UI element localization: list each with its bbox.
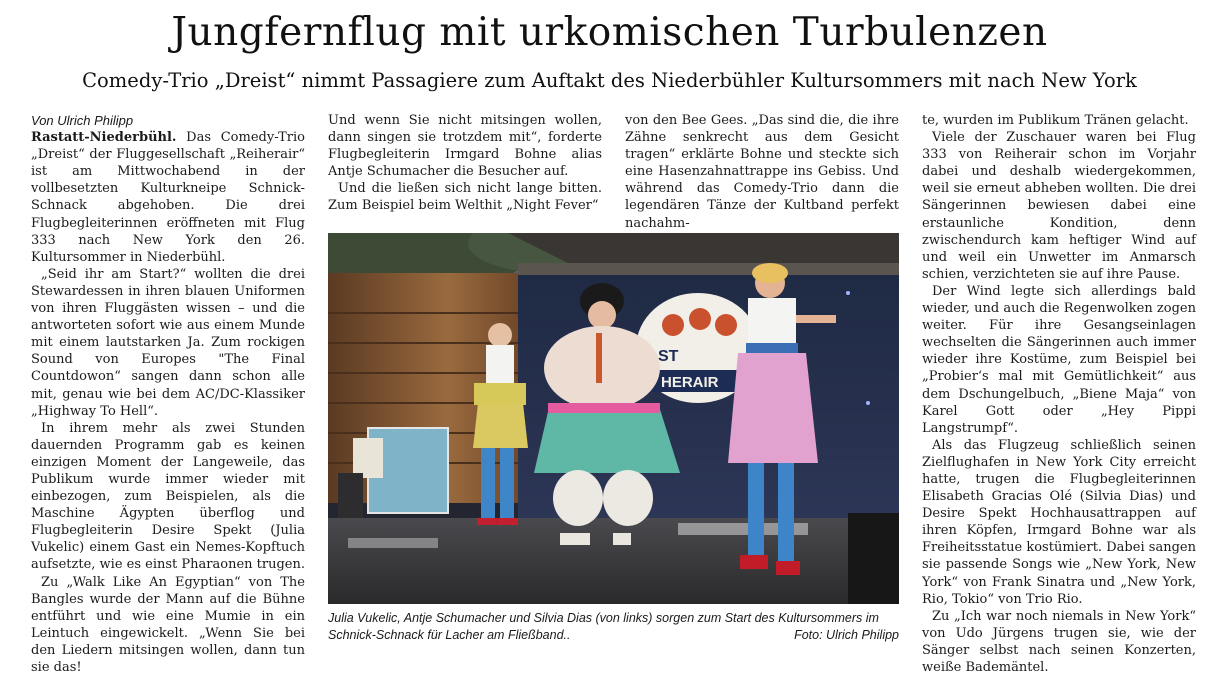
paragraph: In ihrem mehr als zwei Stunden dauernden Programm gab es keinen einzigen Moment der Langeweile, das Publikum wurde immer wieder mit einbezogen, zum Beispielen, als die Maschine Ägypten überflog und Flugbegleiterin Desire Spekt (Julia Vukelic) einem Gast ein Nemes-Kopftuch aufsetzte, wie es einst Pharaonen trugen. — [31, 420, 305, 573]
dateline: Rastatt-Niederbühl. — [31, 130, 177, 146]
article-headline: Jungfernflug mit urkomischen Turbulenzen — [171, 10, 1048, 55]
article-column-2 — [328, 112, 602, 215]
paragraph: „Seid ihr am Start?“ wollten die drei Stewardessen in ihren blauen Uniformen von ihren Fluggästen wissen – und die antworteten sofort wie aus einem Munde mit einem lautstarken Ja. Zum rockigen Sound von Europes "The Final Countdowon“ sangen dann schon alle mit, genau wie bei dem AC/DC-Klassiker „Highway To Hell“. — [31, 266, 305, 419]
article-subheadline: Comedy-Trio „Dreist“ nimmt Passagiere zum Auftakt des Niederbühler Kultursommers mit nach New York — [82, 69, 1137, 92]
stage-photo — [328, 233, 899, 604]
banner-text-1: ST — [658, 348, 679, 365]
author-byline: Von Ulrich Philipp — [31, 113, 134, 128]
stage-photo-illustration — [328, 233, 899, 604]
paragraph: Viele der Zuschauer waren bei Flug 333 von Reiherair schon im Vorjahr dabei und deshalb wiedergekommen, weil sie erneut abheben wollten. Die drei Sängerinnen bewiesen dabei eine erstaunliche Kondition, denn zwischendurch kam heftiger Wind auf und weil ein Unwetter im Anmarsch schien, verzichteten sie auf ihre Pause. — [922, 130, 1196, 282]
paragraph: te, wurden im Publikum Tränen gelacht. — [922, 113, 1189, 128]
article-column-3 — [625, 112, 899, 232]
paragraph: von den Bee Gees. „Das sind die, die ihre Zähne senkrecht aus dem Gesicht tragen“ erklärte Bohne und steckte sich eine Hasenzahnattrappe ins Gebiss. Und während das Comedy-Trio dann die legendären Tänze der Kultband perfekt nachahm- — [625, 113, 899, 231]
paragraph: Der Wind legte sich allerdings bald wieder, und auch die Regenwolken zogen weiter. Für ihre Gesangseinlagen wechselten die Sängerinnen auch immer wieder ihre Kostüme, zum Beispiel bei „Probier‘s mal mit Gemütlichkeit“ aus dem Dschungelbuch, „Biene Maja“ von Karel Gott oder „Hey Pippi Langstrumpf“. — [922, 283, 1196, 436]
banner-text-2: HERAIR — [661, 374, 719, 391]
paragraph: Und die ließen sich nicht lange bitten. Zum Beispiel beim Welthit „Night Fever“ — [328, 181, 602, 214]
article-column-4 — [922, 112, 1196, 676]
paragraph-text: Das Comedy-Trio „Dreist“ der Fluggesellschaft „Reiherair“ ist am Mittwochabend in der vollbesetzten Kulturkneipe Schnick-Schnack abgehoben. Die drei Flugbegleiterinnen eröffneten mit Flug 333 nach New York den 26. Kultursommer in Niederbühl. — [31, 130, 305, 265]
photo-caption — [328, 610, 899, 644]
photo-credit: Foto: Ulrich Philipp — [794, 628, 899, 642]
paragraph: Zu „Walk Like An Egyptian“ von The Bangles wurde der Mann auf die Bühne entführt und wie eine Mumie in ein Leintuch eingewickelt. „Wenn Sie bei den Liedern mitsingen wollen, dann tun sie das! — [31, 574, 305, 675]
paragraph: Als das Flugzeug schließlich seinen Zielflughafen in New York City erreicht hatte, trugen die Flugbegleiterinnen Elisabeth Gracias Olé (Silvia Dias) und Desire Spekt Hochhausattrappen auf ihren Köpfen, Irmgard Bohne war als Freiheitsstatue kostümiert. Dabei sangen sie passende Songs wie „New York, New York“ von Frank Sinatra und „New York, Rio, Tokio“ von Trio Rio. — [922, 437, 1196, 607]
paragraph — [31, 129, 305, 266]
paragraph: Und wenn Sie nicht mitsingen wollen, dann singen sie trotzdem mit“, forderte Flugbegleiterin Irmgard Bohne alias Antje Schumacher die Besucher auf. — [328, 113, 602, 180]
paragraph: Zu „Ich war noch niemals in New York“ von Udo Jürgens trugen sie, wie der Sänger selbst nach seinen Konzerten, weiße Bademäntel. — [922, 608, 1196, 675]
article-column-1 — [31, 112, 305, 676]
caption-text: Julia Vukelic, Antje Schumacher und Silvia Dias (von links) sorgen zum Start des Kultursommers im Schnick-Schnack für Lacher am Fließband.. — [328, 611, 879, 642]
